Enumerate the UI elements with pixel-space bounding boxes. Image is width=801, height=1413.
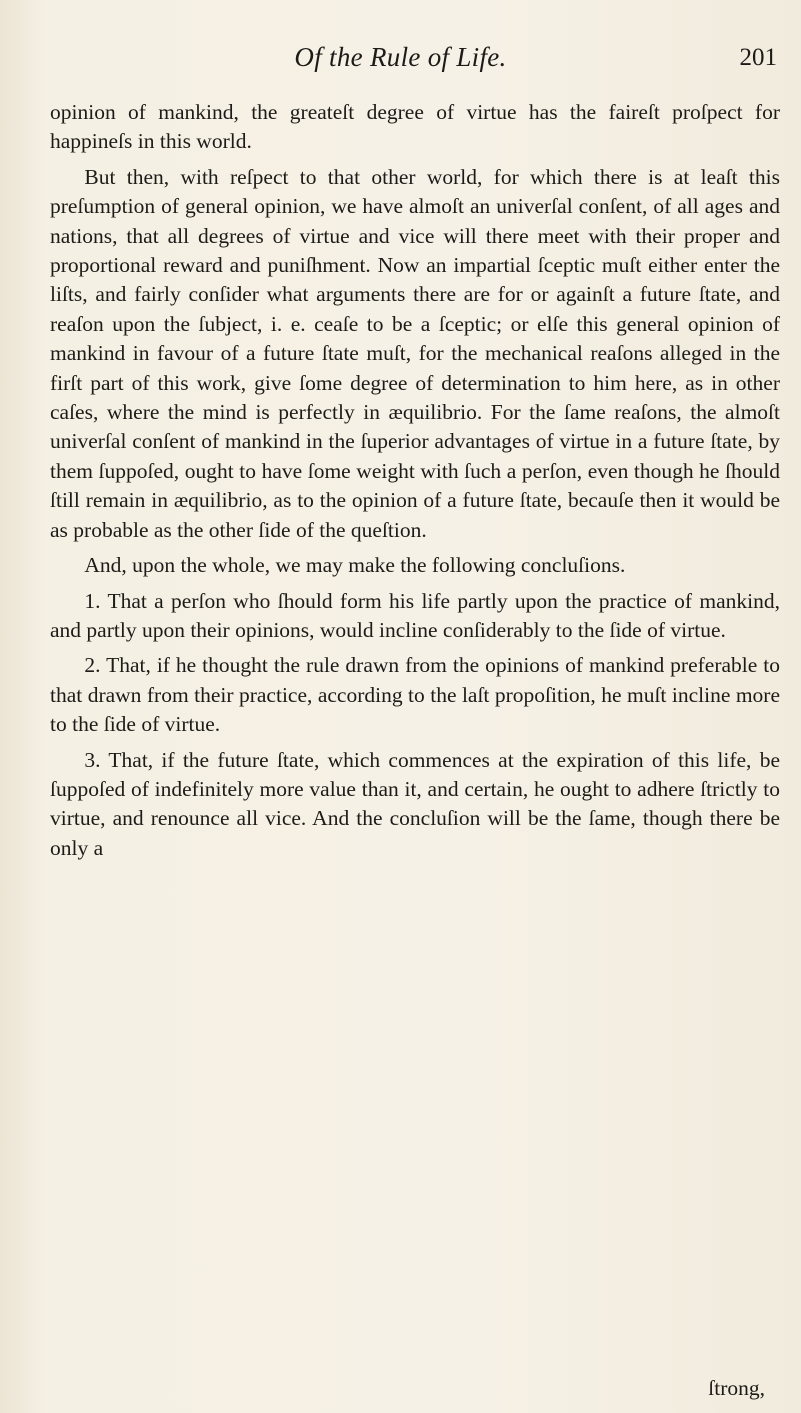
page-header bbox=[0, 42, 801, 82]
paragraph-conclusion-1: 1. That a perſon who ſhould form his life partly upon the practice of mankind, and partly upon their opinions, would incline conſiderably to the ſide of virtue. bbox=[50, 588, 780, 642]
paragraph-future-state: But then, with reſpect to that other world, for which there is at leaſt this preſumption of general opinion, we have almoſt an univerſal conſent, of all ages and nations, that all degrees of virtue and vice will there meet with their proper and proportional reward and puniſhment. Now an impartial ſceptic muſt either enter the liſts, and fairly conſider what arguments there are for or againſt a future ſtate, and reaſon upon the ſubject, i. e. ceaſe to be a ſceptic; or elſe this general opinion of mankind in favour of a future ſtate muſt, for the mechanical reaſons alleged in the firſt part of this work, give ſome degree of determination to him here, as in other caſes, where the mind is perfectly in æquilibrio. For the ſame reaſons, the almoſt univerſal conſent of mankind in the ſuperior advantages of virtue in a future ſtate, by them ſuppoſed, ought to have ſome weight with ſuch a perſon, even though he ſhould ſtill remain in æquilibrio, as to the opinion of a future ſtate, becauſe then it would be as probable as the other ſide of the queſtion. bbox=[50, 164, 780, 542]
body-text bbox=[50, 98, 780, 869]
running-title: Of the Rule of Life. bbox=[294, 42, 507, 72]
catchword: ſtrong, bbox=[708, 1376, 765, 1400]
paragraph-continuation: opinion of mankind, the greateſt degree of virtue has the faireſt proſpect for happineſs in this world. bbox=[50, 100, 780, 154]
paragraph-conclusion-2: 2. That, if he thought the rule drawn from the opinions of mankind preferable to that drawn from their practice, according to the laſt propoſition, he muſt incline more to the ſide of virtue. bbox=[50, 653, 780, 737]
paragraph-conclusion-3: 3. That, if the future ſtate, which commences at the expiration of this life, be ſuppoſed of indefinitely more value than it, and certain, he ought to adhere ſtrictly to virtue, and renounce all vice. And the concluſion will be the ſame, though there be only a bbox=[50, 747, 780, 860]
paragraph-conclusions-intro: And, upon the whole, we may make the following concluſions. bbox=[84, 553, 626, 578]
page-number: 201 bbox=[739, 44, 777, 71]
